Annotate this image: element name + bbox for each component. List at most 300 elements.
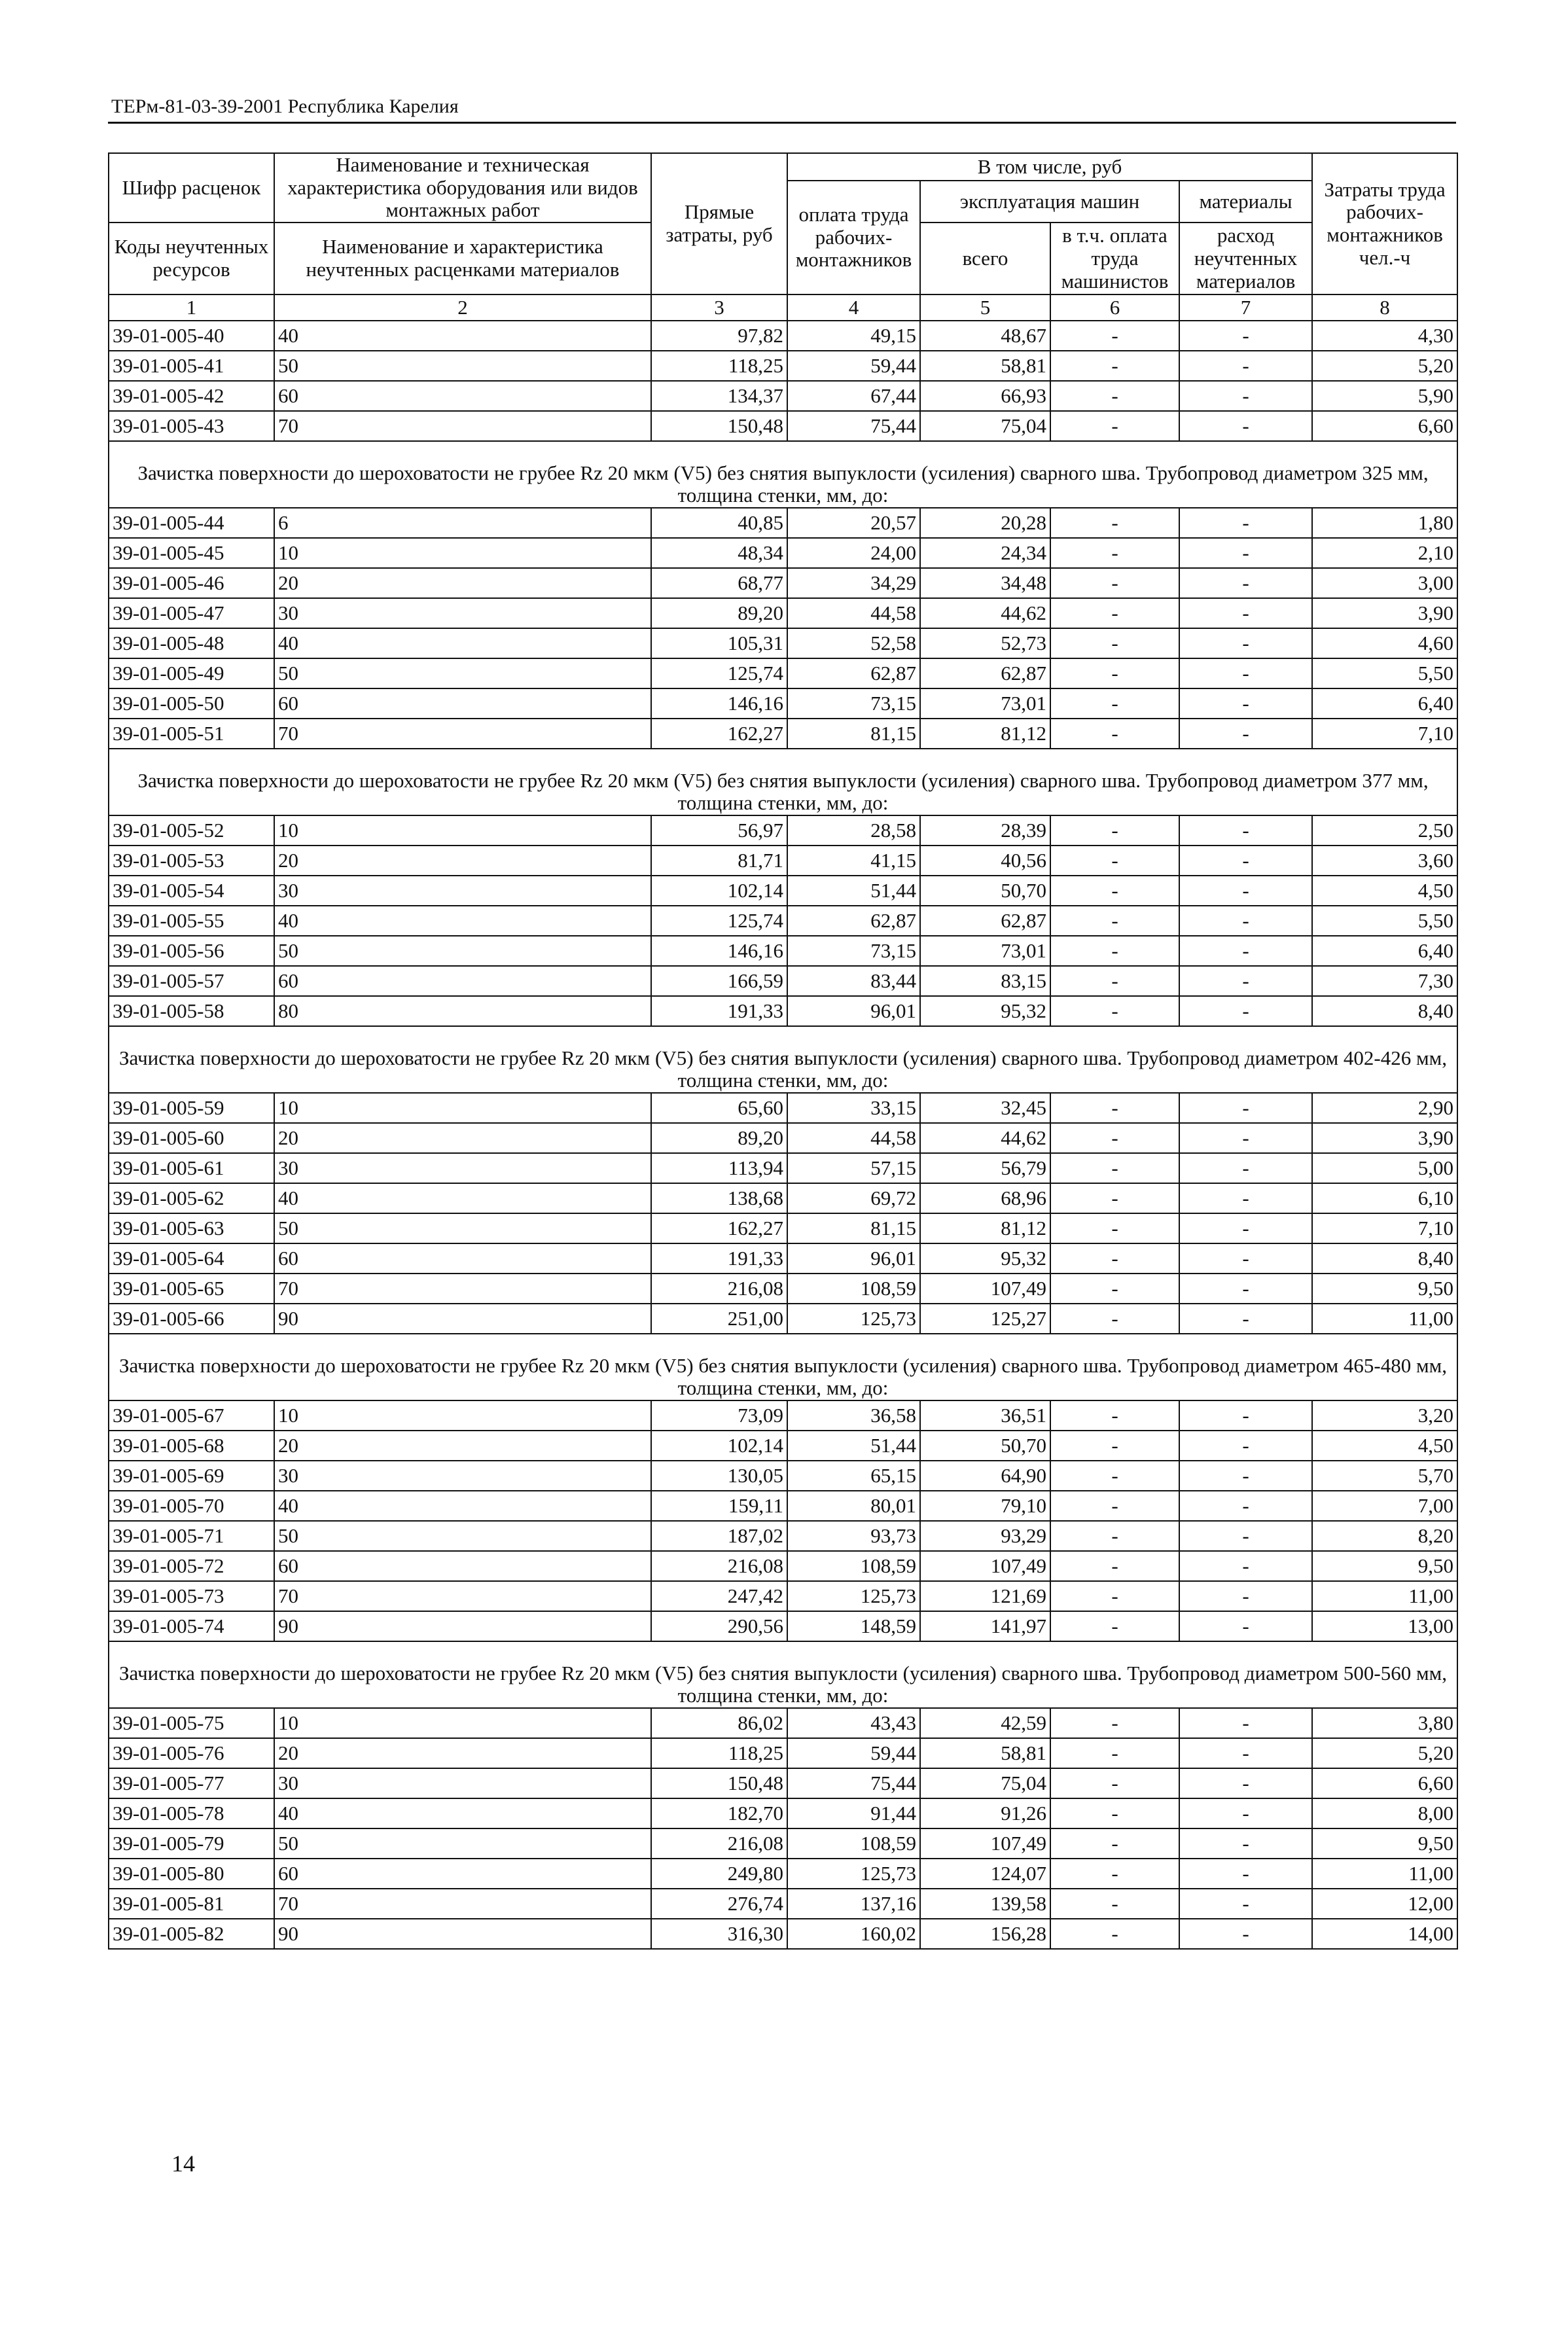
machine-cost: 50,70 — [920, 876, 1050, 906]
wall-thickness: 10 — [274, 815, 651, 846]
direct-cost: 48,34 — [651, 538, 787, 568]
materials-consumption: - — [1179, 1828, 1312, 1859]
page-number: 14 — [171, 2150, 195, 2177]
table-row — [109, 1431, 1457, 1461]
rate-code: 39-01-005-53 — [109, 846, 274, 876]
machine-cost: 20,28 — [920, 508, 1050, 538]
labor-cost: 108,59 — [787, 1828, 920, 1859]
materials-consumption: - — [1179, 1581, 1312, 1611]
machinist-cost: - — [1050, 1400, 1179, 1431]
col-number: 4 — [787, 294, 920, 321]
labor-hours: 11,00 — [1312, 1581, 1457, 1611]
labor-cost: 41,15 — [787, 846, 920, 876]
labor-hours: 5,50 — [1312, 906, 1457, 936]
wall-thickness: 70 — [274, 1581, 651, 1611]
rate-code: 39-01-005-50 — [109, 688, 274, 719]
labor-cost: 67,44 — [787, 381, 920, 411]
labor-hours: 8,40 — [1312, 1243, 1457, 1274]
machine-cost: 52,73 — [920, 628, 1050, 658]
labor-cost: 36,58 — [787, 1400, 920, 1431]
materials-consumption: - — [1179, 351, 1312, 381]
machine-cost: 62,87 — [920, 658, 1050, 688]
labor-hours: 5,00 — [1312, 1153, 1457, 1183]
direct-cost: 130,05 — [651, 1461, 787, 1491]
machinist-cost: - — [1050, 658, 1179, 688]
labor-cost: 33,15 — [787, 1093, 920, 1123]
direct-cost: 134,37 — [651, 381, 787, 411]
machine-cost: 75,04 — [920, 411, 1050, 441]
wall-thickness: 30 — [274, 598, 651, 628]
direct-cost: 150,48 — [651, 411, 787, 441]
machine-cost: 75,04 — [920, 1768, 1050, 1798]
machine-cost: 91,26 — [920, 1798, 1050, 1828]
materials-consumption: - — [1179, 411, 1312, 441]
wall-thickness: 30 — [274, 1153, 651, 1183]
direct-cost: 216,08 — [651, 1274, 787, 1304]
direct-cost: 125,74 — [651, 658, 787, 688]
materials-consumption: - — [1179, 1431, 1312, 1461]
machinist-cost: - — [1050, 1461, 1179, 1491]
wall-thickness: 50 — [274, 351, 651, 381]
materials-consumption: - — [1179, 1859, 1312, 1889]
direct-cost: 97,82 — [651, 321, 787, 351]
rate-code: 39-01-005-67 — [109, 1400, 274, 1431]
wall-thickness: 30 — [274, 1461, 651, 1491]
machine-cost: 124,07 — [920, 1859, 1050, 1889]
wall-thickness: 20 — [274, 1123, 651, 1153]
wall-thickness: 20 — [274, 846, 651, 876]
wall-thickness: 10 — [274, 1708, 651, 1738]
labor-hours: 2,50 — [1312, 815, 1457, 846]
wall-thickness: 60 — [274, 688, 651, 719]
rate-code: 39-01-005-77 — [109, 1768, 274, 1798]
table-row — [109, 688, 1457, 719]
materials-consumption: - — [1179, 1889, 1312, 1919]
rate-code: 39-01-005-74 — [109, 1611, 274, 1641]
wall-thickness: 10 — [274, 1400, 651, 1431]
labor-cost: 44,58 — [787, 598, 920, 628]
materials-consumption: - — [1179, 1461, 1312, 1491]
materials-consumption: - — [1179, 688, 1312, 719]
machine-cost: 141,97 — [920, 1611, 1050, 1641]
labor-hours: 8,40 — [1312, 996, 1457, 1026]
section-row — [109, 749, 1457, 815]
materials-consumption: - — [1179, 598, 1312, 628]
table-row — [109, 1889, 1457, 1919]
table-row — [109, 966, 1457, 996]
table-row — [109, 1213, 1457, 1243]
machinist-cost: - — [1050, 381, 1179, 411]
machinist-cost: - — [1050, 1093, 1179, 1123]
materials-consumption: - — [1179, 1708, 1312, 1738]
labor-cost: 73,15 — [787, 688, 920, 719]
labor-hours: 3,90 — [1312, 1123, 1457, 1153]
machinist-cost: - — [1050, 1738, 1179, 1768]
materials-consumption: - — [1179, 381, 1312, 411]
rate-code: 39-01-005-81 — [109, 1889, 274, 1919]
table-row — [109, 1183, 1457, 1213]
rate-code: 39-01-005-68 — [109, 1431, 274, 1461]
machine-cost: 58,81 — [920, 351, 1050, 381]
direct-cost: 150,48 — [651, 1768, 787, 1798]
direct-cost: 118,25 — [651, 1738, 787, 1768]
materials-consumption: - — [1179, 1551, 1312, 1581]
direct-cost: 146,16 — [651, 688, 787, 719]
header-kody: Коды неучтенных ресурсов — [109, 223, 274, 294]
table-row — [109, 321, 1457, 351]
machinist-cost: - — [1050, 1889, 1179, 1919]
rate-code: 39-01-005-58 — [109, 996, 274, 1026]
wall-thickness: 10 — [274, 1093, 651, 1123]
rate-code: 39-01-005-82 — [109, 1919, 274, 1949]
wall-thickness: 50 — [274, 658, 651, 688]
labor-hours: 7,10 — [1312, 1213, 1457, 1243]
machine-cost: 107,49 — [920, 1274, 1050, 1304]
column-number-row — [109, 294, 1457, 321]
labor-hours: 4,50 — [1312, 1431, 1457, 1461]
machine-cost: 58,81 — [920, 1738, 1050, 1768]
section-row — [109, 1641, 1457, 1708]
labor-cost: 93,73 — [787, 1521, 920, 1551]
col-number: 2 — [274, 294, 651, 321]
table-row — [109, 996, 1457, 1026]
table-row — [109, 1798, 1457, 1828]
labor-hours: 9,50 — [1312, 1551, 1457, 1581]
header-vsego: всего — [920, 223, 1050, 294]
labor-cost: 81,15 — [787, 1213, 920, 1243]
rate-code: 39-01-005-75 — [109, 1708, 274, 1738]
machinist-cost: - — [1050, 1919, 1179, 1949]
materials-consumption: - — [1179, 1768, 1312, 1798]
direct-cost: 216,08 — [651, 1551, 787, 1581]
wall-thickness: 80 — [274, 996, 651, 1026]
header-shifr: Шифр расценок — [109, 153, 274, 223]
rate-code: 39-01-005-41 — [109, 351, 274, 381]
labor-hours: 11,00 — [1312, 1304, 1457, 1334]
rates-table — [108, 152, 1458, 1950]
rate-code: 39-01-005-56 — [109, 936, 274, 966]
labor-hours: 3,20 — [1312, 1400, 1457, 1431]
materials-consumption: - — [1179, 1491, 1312, 1521]
materials-consumption: - — [1179, 628, 1312, 658]
rate-code: 39-01-005-78 — [109, 1798, 274, 1828]
machine-cost: 107,49 — [920, 1828, 1050, 1859]
labor-hours: 9,50 — [1312, 1274, 1457, 1304]
table-row — [109, 628, 1457, 658]
section-title: Зачистка поверхности до шероховатости не грубее Rz 20 мкм (V5) без снятия выпуклости (усиления) сварного шва. Трубопровод диаметром 402-426 мм, толщина стенки, мм, до: — [109, 1026, 1457, 1093]
materials-consumption: - — [1179, 1213, 1312, 1243]
rate-code: 39-01-005-76 — [109, 1738, 274, 1768]
table-row — [109, 1461, 1457, 1491]
section-row — [109, 1334, 1457, 1400]
wall-thickness: 50 — [274, 1828, 651, 1859]
labor-hours: 8,20 — [1312, 1521, 1457, 1551]
wall-thickness: 40 — [274, 321, 651, 351]
machinist-cost: - — [1050, 598, 1179, 628]
wall-thickness: 40 — [274, 1183, 651, 1213]
rate-code: 39-01-005-44 — [109, 508, 274, 538]
labor-hours: 5,90 — [1312, 381, 1457, 411]
header-rashod: расход неучтенных материалов — [1179, 223, 1312, 294]
rate-code: 39-01-005-59 — [109, 1093, 274, 1123]
table-row — [109, 1491, 1457, 1521]
section-title: Зачистка поверхности до шероховатости не грубее Rz 20 мкм (V5) без снятия выпуклости (усиления) сварного шва. Трубопровод диаметром 377 мм, толщина стенки, мм, до: — [109, 749, 1457, 815]
wall-thickness: 90 — [274, 1611, 651, 1641]
materials-consumption: - — [1179, 876, 1312, 906]
section-title: Зачистка поверхности до шероховатости не грубее Rz 20 мкм (V5) без снятия выпуклости (усиления) сварного шва. Трубопровод диаметром 465-480 мм, толщина стенки, мм, до: — [109, 1334, 1457, 1400]
rate-code: 39-01-005-52 — [109, 815, 274, 846]
rate-code: 39-01-005-49 — [109, 658, 274, 688]
labor-cost: 160,02 — [787, 1919, 920, 1949]
direct-cost: 89,20 — [651, 1123, 787, 1153]
machinist-cost: - — [1050, 1183, 1179, 1213]
direct-cost: 249,80 — [651, 1859, 787, 1889]
table-row — [109, 1828, 1457, 1859]
section-title: Зачистка поверхности до шероховатости не грубее Rz 20 мкм (V5) без снятия выпуклости (усиления) сварного шва. Трубопровод диаметром 500-560 мм, толщина стенки, мм, до: — [109, 1641, 1457, 1708]
labor-hours: 3,80 — [1312, 1708, 1457, 1738]
machine-cost: 32,45 — [920, 1093, 1050, 1123]
machine-cost: 125,27 — [920, 1304, 1050, 1334]
materials-consumption: - — [1179, 996, 1312, 1026]
materials-consumption: - — [1179, 1183, 1312, 1213]
labor-hours: 13,00 — [1312, 1611, 1457, 1641]
machine-cost: 44,62 — [920, 1123, 1050, 1153]
wall-thickness: 40 — [274, 906, 651, 936]
machine-cost: 121,69 — [920, 1581, 1050, 1611]
labor-cost: 73,15 — [787, 936, 920, 966]
labor-cost: 108,59 — [787, 1274, 920, 1304]
labor-hours: 7,00 — [1312, 1491, 1457, 1521]
machine-cost: 73,01 — [920, 688, 1050, 719]
materials-consumption: - — [1179, 906, 1312, 936]
table-row — [109, 1738, 1457, 1768]
rate-code: 39-01-005-66 — [109, 1304, 274, 1334]
wall-thickness: 60 — [274, 1859, 651, 1889]
labor-cost: 125,73 — [787, 1304, 920, 1334]
header-vtch: в т.ч. оплата труда машинистов — [1050, 223, 1179, 294]
labor-cost: 28,58 — [787, 815, 920, 846]
table-row — [109, 1611, 1457, 1641]
labor-hours: 14,00 — [1312, 1919, 1457, 1949]
direct-cost: 138,68 — [651, 1183, 787, 1213]
machine-cost: 79,10 — [920, 1491, 1050, 1521]
labor-hours: 4,50 — [1312, 876, 1457, 906]
materials-consumption: - — [1179, 936, 1312, 966]
wall-thickness: 70 — [274, 719, 651, 749]
machinist-cost: - — [1050, 1551, 1179, 1581]
wall-thickness: 40 — [274, 1491, 651, 1521]
table-row — [109, 658, 1457, 688]
machine-cost: 56,79 — [920, 1153, 1050, 1183]
rate-code: 39-01-005-40 — [109, 321, 274, 351]
rate-code: 39-01-005-46 — [109, 568, 274, 598]
labor-hours: 9,50 — [1312, 1828, 1457, 1859]
labor-cost: 91,44 — [787, 1798, 920, 1828]
machinist-cost: - — [1050, 996, 1179, 1026]
labor-cost: 125,73 — [787, 1581, 920, 1611]
machinist-cost: - — [1050, 1859, 1179, 1889]
labor-hours: 1,80 — [1312, 508, 1457, 538]
direct-cost: 251,00 — [651, 1304, 787, 1334]
table-row — [109, 719, 1457, 749]
direct-cost: 146,16 — [651, 936, 787, 966]
rate-code: 39-01-005-60 — [109, 1123, 274, 1153]
materials-consumption: - — [1179, 1304, 1312, 1334]
materials-consumption: - — [1179, 966, 1312, 996]
materials-consumption: - — [1179, 1243, 1312, 1274]
machinist-cost: - — [1050, 1708, 1179, 1738]
direct-cost: 40,85 — [651, 508, 787, 538]
labor-hours: 3,60 — [1312, 846, 1457, 876]
machine-cost: 73,01 — [920, 936, 1050, 966]
rate-code: 39-01-005-57 — [109, 966, 274, 996]
rate-code: 39-01-005-65 — [109, 1274, 274, 1304]
labor-cost: 81,15 — [787, 719, 920, 749]
col-number: 6 — [1050, 294, 1179, 321]
labor-hours: 8,00 — [1312, 1798, 1457, 1828]
table-row — [109, 508, 1457, 538]
machinist-cost: - — [1050, 815, 1179, 846]
rate-code: 39-01-005-61 — [109, 1153, 274, 1183]
machinist-cost: - — [1050, 1828, 1179, 1859]
rate-code: 39-01-005-54 — [109, 876, 274, 906]
wall-thickness: 10 — [274, 538, 651, 568]
labor-cost: 75,44 — [787, 411, 920, 441]
labor-cost: 34,29 — [787, 568, 920, 598]
machinist-cost: - — [1050, 411, 1179, 441]
direct-cost: 86,02 — [651, 1708, 787, 1738]
wall-thickness: 60 — [274, 966, 651, 996]
rate-code: 39-01-005-42 — [109, 381, 274, 411]
labor-cost: 24,00 — [787, 538, 920, 568]
wall-thickness: 60 — [274, 1551, 651, 1581]
direct-cost: 125,74 — [651, 906, 787, 936]
direct-cost: 162,27 — [651, 1213, 787, 1243]
labor-hours: 3,00 — [1312, 568, 1457, 598]
direct-cost: 191,33 — [651, 996, 787, 1026]
labor-cost: 96,01 — [787, 996, 920, 1026]
direct-cost: 191,33 — [651, 1243, 787, 1274]
table-row — [109, 1581, 1457, 1611]
table-row — [109, 1551, 1457, 1581]
labor-hours: 6,10 — [1312, 1183, 1457, 1213]
wall-thickness: 30 — [274, 1768, 651, 1798]
labor-hours: 4,30 — [1312, 321, 1457, 351]
labor-cost: 59,44 — [787, 351, 920, 381]
wall-thickness: 50 — [274, 1521, 651, 1551]
labor-hours: 7,10 — [1312, 719, 1457, 749]
wall-thickness: 90 — [274, 1304, 651, 1334]
machine-cost: 156,28 — [920, 1919, 1050, 1949]
materials-consumption: - — [1179, 1123, 1312, 1153]
machine-cost: 28,39 — [920, 815, 1050, 846]
rate-code: 39-01-005-55 — [109, 906, 274, 936]
labor-hours: 6,60 — [1312, 1768, 1457, 1798]
direct-cost: 216,08 — [651, 1828, 787, 1859]
table-row — [109, 876, 1457, 906]
machine-cost: 62,87 — [920, 906, 1050, 936]
machine-cost: 50,70 — [920, 1431, 1050, 1461]
machinist-cost: - — [1050, 628, 1179, 658]
labor-cost: 59,44 — [787, 1738, 920, 1768]
machine-cost: 24,34 — [920, 538, 1050, 568]
labor-cost: 51,44 — [787, 1431, 920, 1461]
wall-thickness: 60 — [274, 381, 651, 411]
machinist-cost: - — [1050, 1611, 1179, 1641]
table-row — [109, 1919, 1457, 1949]
rate-code: 39-01-005-73 — [109, 1581, 274, 1611]
labor-cost: 65,15 — [787, 1461, 920, 1491]
wall-thickness: 50 — [274, 936, 651, 966]
wall-thickness: 90 — [274, 1919, 651, 1949]
wall-thickness: 70 — [274, 1889, 651, 1919]
machine-cost: 64,90 — [920, 1461, 1050, 1491]
labor-hours: 2,10 — [1312, 538, 1457, 568]
table-row — [109, 381, 1457, 411]
rate-code: 39-01-005-80 — [109, 1859, 274, 1889]
direct-cost: 316,30 — [651, 1919, 787, 1949]
machine-cost: 68,96 — [920, 1183, 1050, 1213]
machine-cost: 139,58 — [920, 1889, 1050, 1919]
rate-code: 39-01-005-79 — [109, 1828, 274, 1859]
table-row — [109, 815, 1457, 846]
table-row — [109, 598, 1457, 628]
machine-cost: 81,12 — [920, 719, 1050, 749]
header-rule — [108, 122, 1456, 124]
table-row — [109, 1093, 1457, 1123]
machinist-cost: - — [1050, 1304, 1179, 1334]
direct-cost: 166,59 — [651, 966, 787, 996]
materials-consumption: - — [1179, 1521, 1312, 1551]
rate-code: 39-01-005-71 — [109, 1521, 274, 1551]
machinist-cost: - — [1050, 538, 1179, 568]
machinist-cost: - — [1050, 1491, 1179, 1521]
labor-cost: 62,87 — [787, 658, 920, 688]
direct-cost: 290,56 — [651, 1611, 787, 1641]
labor-cost: 148,59 — [787, 1611, 920, 1641]
direct-cost: 81,71 — [651, 846, 787, 876]
machinist-cost: - — [1050, 321, 1179, 351]
wall-thickness: 20 — [274, 568, 651, 598]
machine-cost: 83,15 — [920, 966, 1050, 996]
materials-consumption: - — [1179, 1153, 1312, 1183]
machine-cost: 95,32 — [920, 1243, 1050, 1274]
machinist-cost: - — [1050, 966, 1179, 996]
materials-consumption: - — [1179, 1400, 1312, 1431]
materials-consumption: - — [1179, 508, 1312, 538]
labor-cost: 57,15 — [787, 1153, 920, 1183]
labor-cost: 62,87 — [787, 906, 920, 936]
labor-cost: 75,44 — [787, 1768, 920, 1798]
wall-thickness: 40 — [274, 628, 651, 658]
table-row — [109, 1768, 1457, 1798]
machinist-cost: - — [1050, 846, 1179, 876]
machinist-cost: - — [1050, 1153, 1179, 1183]
rate-code: 39-01-005-45 — [109, 538, 274, 568]
rate-code: 39-01-005-64 — [109, 1243, 274, 1274]
labor-hours: 5,50 — [1312, 658, 1457, 688]
col-number: 7 — [1179, 294, 1312, 321]
direct-cost: 159,11 — [651, 1491, 787, 1521]
labor-hours: 3,90 — [1312, 598, 1457, 628]
machinist-cost: - — [1050, 719, 1179, 749]
materials-consumption: - — [1179, 658, 1312, 688]
direct-cost: 73,09 — [651, 1400, 787, 1431]
rate-code: 39-01-005-70 — [109, 1491, 274, 1521]
header-naim-bottom: Наименование и характеристика неучтенных расценками материалов — [274, 223, 651, 294]
direct-cost: 102,14 — [651, 1431, 787, 1461]
labor-cost: 83,44 — [787, 966, 920, 996]
